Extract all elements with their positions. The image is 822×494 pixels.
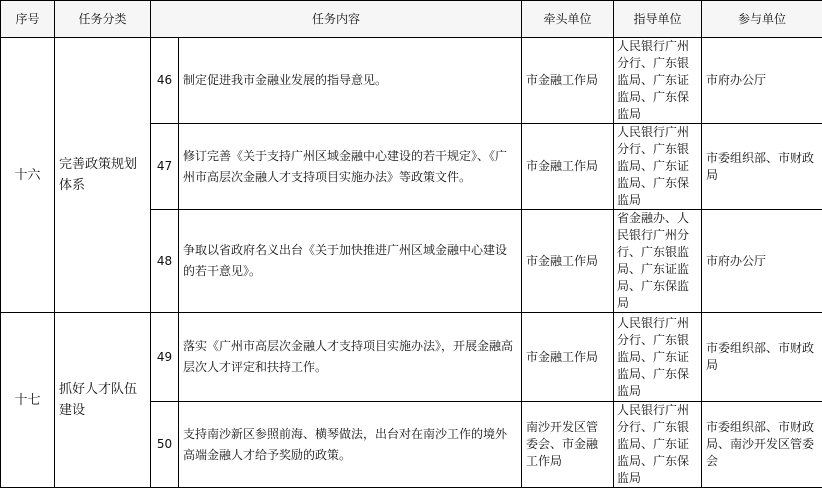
task-content: 制定促进我市金融业发展的指导意见。 (179, 38, 522, 124)
task-content: 支持南沙新区参照前海、横琴做法，出台对在南沙工作的境外高端金融人才给予奖励的政策。 (179, 402, 522, 488)
task-lead: 市金融工作局 (522, 210, 614, 313)
group-seq: 十七 (1, 313, 55, 488)
task-lead: 南沙开发区管委会、市金融工作局 (522, 402, 614, 488)
task-participate: 市委组织部、市财政局、南沙开发区管委会 (702, 402, 822, 488)
task-guide: 人民银行广州分行、广东银监局、广东证监局、广东保监局 (614, 38, 702, 124)
task-number: 46 (151, 38, 179, 124)
task-number: 50 (151, 402, 179, 488)
header-category: 任务分类 (55, 1, 151, 38)
task-lead: 市金融工作局 (522, 124, 614, 210)
task-number: 48 (151, 210, 179, 313)
group-seq: 十六 (1, 38, 55, 313)
task-content: 修订完善《关于支持广州区域金融中心建设的若干规定》、《广州市高层次金融人才支持项目实施办法》等政策文件。 (179, 124, 522, 210)
table-row (1, 38, 822, 124)
header-guide: 指导单位 (614, 1, 702, 38)
task-guide: 人民银行广州分行、广东银监局、广东证监局、广东保监局 (614, 313, 702, 402)
task-participate: 市府办公厅 (702, 38, 822, 124)
task-participate: 市委组织部、市财政局 (702, 313, 822, 402)
task-lead: 市金融工作局 (522, 38, 614, 124)
task-guide: 省金融办、人民银行广州分行、广东银监局、广东证监局、广东保监局 (614, 210, 702, 313)
task-content: 落实《广州市高层次金融人才支持项目实施办法》，开展金融高层次人才评定和扶持工作。 (179, 313, 522, 402)
task-guide: 人民银行广州分行、广东银监局、广东证监局、广东保监局 (614, 402, 702, 488)
task-content: 争取以省政府名义出台《关于加快推进广州区域金融中心建设的若干意见》。 (179, 210, 522, 313)
task-lead: 市金融工作局 (522, 313, 614, 402)
task-number: 49 (151, 313, 179, 402)
task-participate: 市委组织部、市财政局 (702, 124, 822, 210)
task-number: 47 (151, 124, 179, 210)
header-row (1, 1, 822, 38)
group-category: 抓好人才队伍建设 (55, 313, 151, 488)
header-seq: 序号 (1, 1, 55, 38)
header-participate: 参与单位 (702, 1, 822, 38)
header-content: 任务内容 (151, 1, 522, 38)
table-row (1, 313, 822, 402)
task-participate: 市府办公厅 (702, 210, 822, 313)
header-lead: 牵头单位 (522, 1, 614, 38)
task-guide: 人民银行广州分行、广东银监局、广东证监局、广东保监局 (614, 124, 702, 210)
group-category: 完善政策规划体系 (55, 38, 151, 313)
